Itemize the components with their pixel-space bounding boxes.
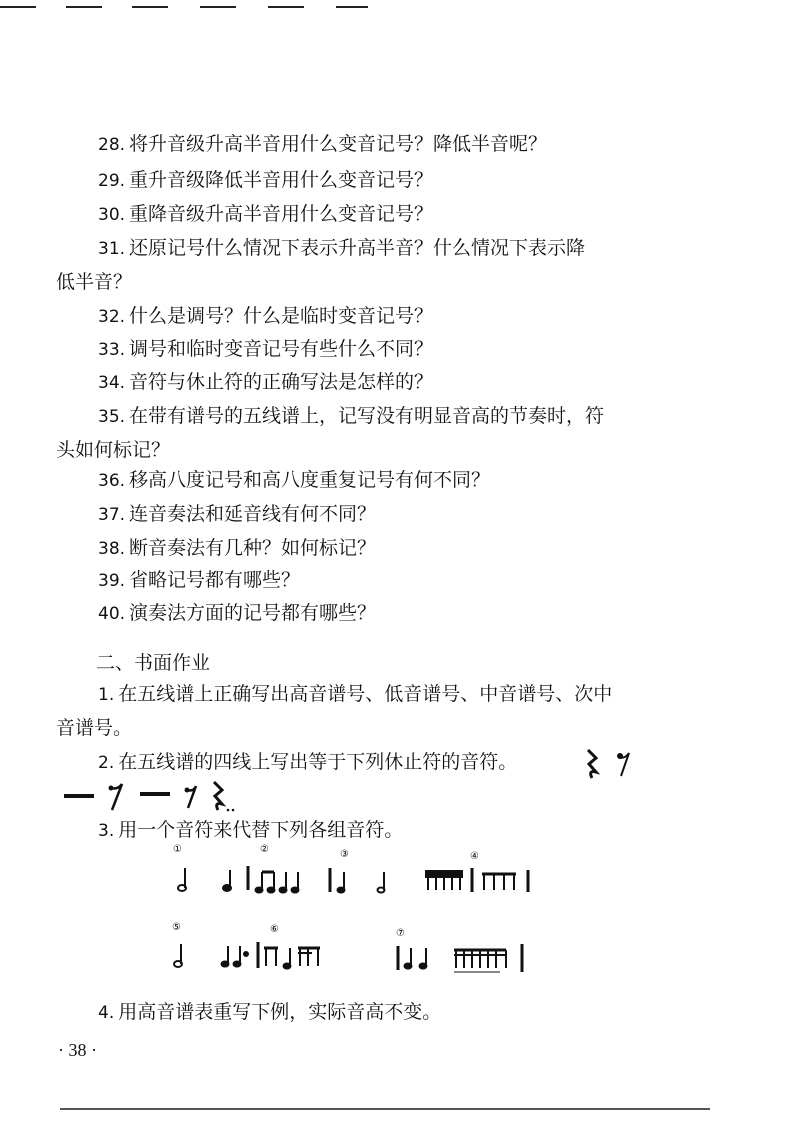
top-rule-6: [336, 6, 368, 8]
section-heading: 二、书面作业: [96, 652, 211, 674]
group-label-1: ①: [173, 844, 182, 855]
exercise-1-continuation: 音谱号。: [56, 717, 133, 739]
question-35-continuation: 头如何标记？: [56, 439, 171, 461]
top-rule-2: [66, 6, 102, 8]
group-label-3: ③: [340, 849, 349, 860]
exercise-1: 1. 在五线谱上正确写出高音谱号、低音谱号、中音谱号、次中: [98, 683, 613, 705]
note-group-1: [178, 868, 186, 891]
question-31-continuation: 低半音？: [56, 271, 133, 293]
whole-rest-icon: [64, 794, 94, 798]
question-39: 39. 省略记号都有哪些？: [98, 569, 301, 591]
top-rule-5: [268, 6, 304, 8]
group-label-6: ⑥: [270, 924, 279, 935]
question-40: 40. 演奏法方面的记号都有哪些？: [98, 602, 377, 624]
group-label-7: ⑦: [396, 928, 405, 939]
half-rest-icon: [140, 792, 170, 796]
quarter-rest-icon-2: [214, 782, 234, 811]
question-33: 33. 调号和临时变音记号有些什么不同？: [98, 338, 434, 360]
question-29: 29. 重升音级降低半音用什么变音记号？: [98, 169, 434, 191]
question-37: 37. 连音奏法和延音线有何不同？: [98, 503, 377, 525]
exercise-4: 4. 用高音谱表重写下例，实际音高不变。: [98, 1001, 442, 1023]
top-rule-1: [0, 6, 36, 8]
quarter-rest-icon: [588, 750, 596, 778]
eighth-rest-icon-2: [109, 784, 123, 810]
question-35: 35. 在带有谱号的五线谱上，记写没有明显音高的节奏时，符: [98, 405, 605, 427]
top-rule-4: [200, 6, 236, 8]
rest-symbols-right: [580, 746, 650, 780]
question-31: 31. 还原记号什么情况下表示升高半音？什么情况下表示降: [98, 237, 586, 259]
question-30: 30. 重降音级升高半音用什么变音记号？: [98, 203, 434, 225]
question-34: 34. 音符与休止符的正确写法是怎样的？: [98, 371, 434, 393]
rhythm-groups-row-2: [160, 918, 550, 988]
question-36: 36. 移高八度记号和高八度重复记号有何不同？: [98, 469, 491, 491]
group-label-4: ④: [470, 851, 479, 862]
group-label-2: ②: [260, 844, 269, 855]
rhythm-groups-row-1: [160, 840, 550, 910]
eighth-rest-icon-3: [185, 786, 197, 808]
note-group-6: [222, 942, 321, 969]
note-group-3: [330, 868, 385, 893]
bottom-rule: [60, 1108, 710, 1110]
exercise-3: 3. 用一个音符来代替下列各组音符。: [98, 819, 404, 841]
note-group-7: [398, 944, 522, 972]
note-group-4: [426, 868, 528, 892]
group-label-5: ⑤: [172, 922, 181, 933]
note-group-2: [223, 866, 299, 893]
page-number: · 38 ·: [58, 1040, 97, 1060]
question-38: 38. 断音奏法有几种？如何标记？: [98, 537, 377, 559]
top-rule-3: [132, 6, 168, 8]
question-32: 32. 什么是调号？什么是临时变音记号？: [98, 305, 434, 327]
rest-symbols-row: [62, 780, 272, 814]
note-group-5: [174, 944, 182, 967]
exercise-2: 2. 在五线谱的四线上写出等于下列休止符的音符。: [98, 751, 518, 773]
question-28: 28. 将升音级升高半音用什么变音记号？降低半音呢？: [98, 133, 548, 155]
eighth-rest-icon: [617, 753, 629, 776]
